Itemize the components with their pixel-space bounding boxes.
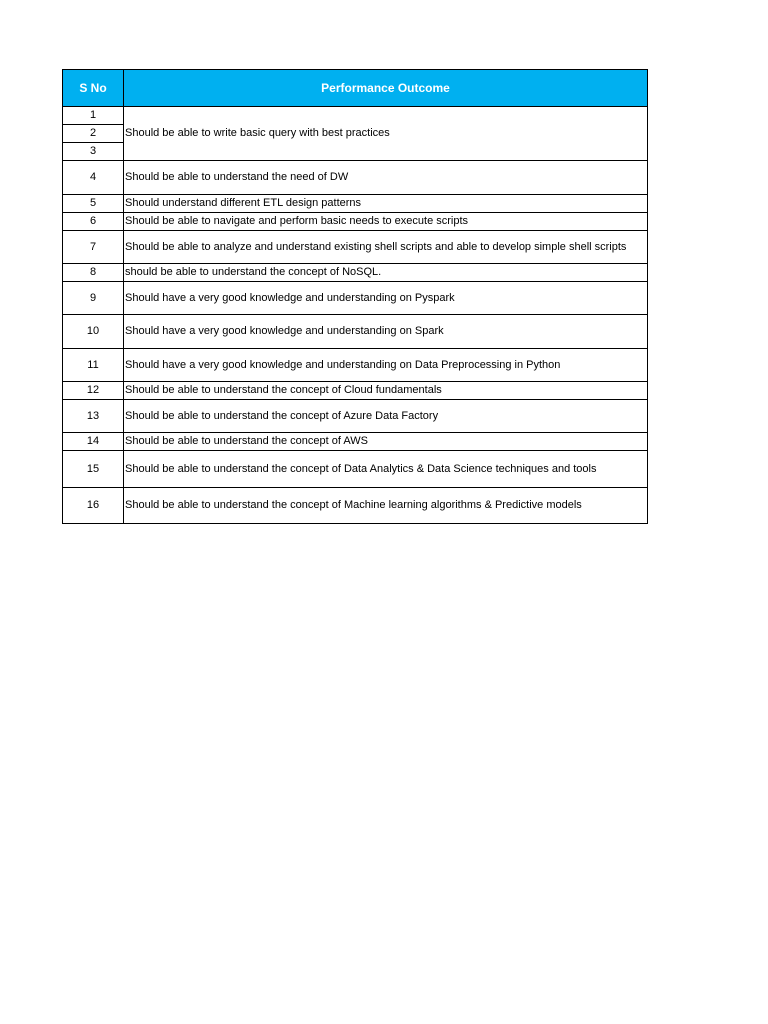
outcome-cell: should be able to understand the concept of NoSQL. bbox=[124, 264, 648, 282]
table-row bbox=[63, 231, 648, 264]
sno-cell: 5 bbox=[63, 195, 124, 213]
sno-cell: 3 bbox=[63, 143, 124, 161]
sno-cell: 11 bbox=[63, 349, 124, 382]
outcome-cell: Should have a very good knowledge and understanding on Spark bbox=[124, 315, 648, 349]
outcome-cell: Should understand different ETL design patterns bbox=[124, 195, 648, 213]
sno-cell: 10 bbox=[63, 315, 124, 349]
table-row bbox=[63, 161, 648, 195]
sno-cell: 8 bbox=[63, 264, 124, 282]
table-row bbox=[63, 349, 648, 382]
outcome-cell: Should be able to understand the need of DW bbox=[124, 161, 648, 195]
table-row bbox=[63, 107, 648, 125]
table-row bbox=[63, 488, 648, 524]
sno-cell: 12 bbox=[63, 382, 124, 400]
outcome-cell: Should have a very good knowledge and understanding on Data Preprocessing in Python bbox=[124, 349, 648, 382]
table-row bbox=[63, 195, 648, 213]
table-row bbox=[63, 282, 648, 315]
table-row bbox=[63, 400, 648, 433]
outcome-cell: Should have a very good knowledge and understanding on Pyspark bbox=[124, 282, 648, 315]
sno-column-header: S No bbox=[63, 70, 124, 107]
outcome-cell: Should be able to understand the concept of Data Analytics & Data Science techniques and tools bbox=[124, 451, 648, 488]
sno-cell: 16 bbox=[63, 488, 124, 524]
table-row bbox=[63, 264, 648, 282]
performance-outcome-table bbox=[62, 69, 648, 524]
outcome-cell: Should be able to understand the concept of AWS bbox=[124, 433, 648, 451]
outcome-cell: Should be able to write basic query with best practices bbox=[124, 107, 648, 161]
outcome-cell: Should be able to analyze and understand existing shell scripts and able to develop simple shell scripts bbox=[124, 231, 648, 264]
sno-cell: 6 bbox=[63, 213, 124, 231]
sno-cell: 9 bbox=[63, 282, 124, 315]
sno-cell: 2 bbox=[63, 125, 124, 143]
sno-cell: 1 bbox=[63, 107, 124, 125]
outcome-cell: Should be able to understand the concept of Azure Data Factory bbox=[124, 400, 648, 433]
table-row bbox=[63, 433, 648, 451]
sno-cell: 7 bbox=[63, 231, 124, 264]
outcome-cell: Should be able to navigate and perform basic needs to execute scripts bbox=[124, 213, 648, 231]
table-row bbox=[63, 213, 648, 231]
table-row bbox=[63, 451, 648, 488]
table-row bbox=[63, 382, 648, 400]
sno-cell: 4 bbox=[63, 161, 124, 195]
sno-cell: 15 bbox=[63, 451, 124, 488]
table-header-row bbox=[63, 70, 648, 107]
sno-cell: 13 bbox=[63, 400, 124, 433]
outcome-cell: Should be able to understand the concept of Cloud fundamentals bbox=[124, 382, 648, 400]
outcome-cell: Should be able to understand the concept of Machine learning algorithms & Predictive models bbox=[124, 488, 648, 524]
table-row bbox=[63, 315, 648, 349]
sno-cell: 14 bbox=[63, 433, 124, 451]
outcome-column-header: Performance Outcome bbox=[124, 70, 648, 107]
